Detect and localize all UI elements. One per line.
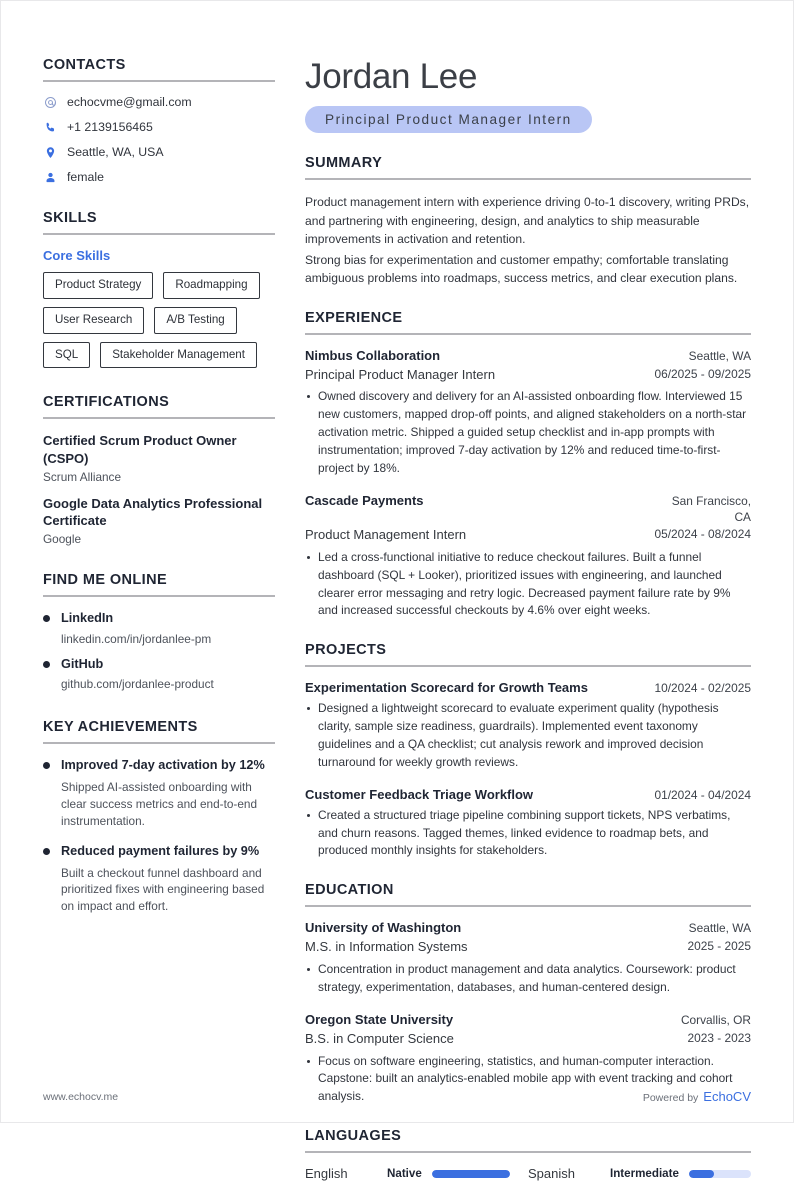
online-profile-url[interactable]: linkedin.com/in/jordanlee-pm <box>61 631 212 646</box>
achievement-title: Improved 7-day activation by 12% <box>61 758 265 773</box>
experience-role: Principal Product Manager Intern <box>305 366 496 382</box>
brand-name: EchoCV <box>703 1089 751 1104</box>
achievement-description: Built a checkout funnel dashboard and prioritized fixes with engineering based on impact and effort. <box>61 865 265 914</box>
summary-paragraph: Strong bias for experimentation and customer empathy; comfortable translating ambiguous problems into roadmaps, success metrics, and clear execution plans. <box>305 252 738 286</box>
achievement-item <box>43 757 275 829</box>
language-proficiency-bar <box>689 1170 751 1178</box>
education-entry <box>305 920 751 997</box>
certifications-heading: CERTIFICATIONS <box>43 394 170 411</box>
main-column <box>299 57 751 1181</box>
online-profile-label: GitHub <box>61 657 104 672</box>
certification-name: Certified Scrum Product Owner (CSPO) <box>43 433 237 466</box>
online-profile-item[interactable] <box>43 610 275 647</box>
education-entry-subheader <box>305 1031 751 1048</box>
project-entry-header <box>305 787 751 802</box>
certification-org: Scrum Alliance <box>43 469 122 484</box>
project-name: Customer Feedback Triage Workflow <box>305 786 534 802</box>
project-name: Experimentation Scorecard for Growth Teams <box>305 680 588 696</box>
language-proficiency-fill <box>432 1170 510 1178</box>
find-me-online-heading: FIND ME ONLINE <box>43 572 168 589</box>
experience-list <box>305 348 751 621</box>
contact-value: +1 2139156465 <box>67 120 153 134</box>
project-dates: 01/2024 - 04/2024 <box>654 787 751 802</box>
language-item <box>305 1166 528 1181</box>
language-proficiency-fill <box>689 1170 714 1178</box>
two-column-layout <box>1 1 793 1181</box>
projects-list <box>305 680 751 860</box>
education-location: Corvallis, OR <box>680 1012 751 1027</box>
experience-location: San Francisco, CA <box>671 493 751 524</box>
achievement-body <box>61 757 275 829</box>
education-school: Oregon State University <box>305 1011 454 1027</box>
footer-site-url: www.echocv.me <box>43 1090 119 1103</box>
online-profile-body <box>61 610 275 647</box>
section-divider <box>43 742 275 744</box>
contact-value: echocvme@gmail.com <box>67 95 192 109</box>
languages-list <box>305 1166 751 1181</box>
experience-dates: 05/2024 - 08/2024 <box>654 526 751 541</box>
experience-org: Nimbus Collaboration <box>305 347 441 363</box>
skill-tag[interactable]: A/B Testing <box>154 307 236 334</box>
achievement-title: Reduced payment failures by 9% <box>61 843 260 858</box>
education-point: Concentration in product management and data analytics. Coursework: product strategy, experimentation, databases, and human-centered design. <box>305 961 751 997</box>
achievement-body <box>61 843 275 915</box>
online-profile-url[interactable]: github.com/jordanlee-product <box>61 677 214 692</box>
section-divider <box>305 665 751 667</box>
language-item <box>528 1166 751 1181</box>
key-achievements-section <box>43 719 275 915</box>
bullet-dot <box>43 615 50 622</box>
bullet-dot <box>43 848 50 855</box>
experience-entry-header <box>305 348 751 365</box>
language-level: Native <box>387 1167 422 1181</box>
experience-entry-header <box>305 493 751 525</box>
language-name: English <box>305 1166 348 1181</box>
contact-item <box>43 95 275 109</box>
education-dates: 2025 - 2025 <box>687 939 751 954</box>
education-location: Seattle, WA <box>688 921 751 936</box>
education-section <box>305 882 751 1106</box>
projects-heading: PROJECTS <box>305 642 387 659</box>
language-name: Spanish <box>528 1166 575 1181</box>
section-divider <box>305 1151 751 1153</box>
key-achievements-heading: KEY ACHIEVEMENTS <box>43 719 198 736</box>
powered-by-label: Powered by <box>642 1092 699 1104</box>
education-entry-header <box>305 920 751 937</box>
education-point: Focus on software engineering, statistics, and human-computer interaction. Capstone: built an analytics-enabled mobile app with event tracking and cohort analysis. <box>305 1053 751 1107</box>
person-icon <box>43 171 57 184</box>
certification-name: Google Data Analytics Professional Certificate <box>43 495 263 529</box>
education-entry-header <box>305 1012 751 1029</box>
skill-tag[interactable]: SQL <box>43 342 90 369</box>
section-divider <box>43 80 275 82</box>
education-points <box>305 961 751 997</box>
experience-points <box>305 549 751 620</box>
project-entry-header <box>305 680 751 695</box>
contact-item <box>43 120 275 134</box>
skill-tag[interactable]: Stakeholder Management <box>100 342 257 369</box>
at-icon <box>43 96 57 109</box>
section-divider <box>305 178 751 180</box>
candidate-name: Jordan Lee <box>305 57 478 96</box>
skills-section <box>43 210 275 368</box>
certification-item <box>43 495 275 547</box>
languages-section <box>305 1128 751 1181</box>
education-degree: B.S. in Computer Science <box>305 1030 454 1046</box>
contacts-list <box>43 95 275 184</box>
skills-group-label: Core Skills <box>43 248 111 263</box>
certification-item <box>43 432 275 484</box>
summary-paragraph: Product management intern with experience driving 0-to-1 discovery, writing PRDs, and partnering with engineering, design, and analytics to ship measurable improvements in activation and retention. <box>305 195 750 247</box>
project-dates: 10/2024 - 02/2025 <box>654 681 751 696</box>
sidebar <box>43 57 299 941</box>
section-divider <box>43 417 275 419</box>
skill-tag[interactable]: Roadmapping <box>163 272 259 299</box>
experience-point: Owned discovery and delivery for an AI-assisted onboarding flow. Interviewed 15 new customers, mapped drop-off points, and aligned stakeholders on a north-star activation metric. Shipped a guided setup checklist and in-app prompts with instrumentation; improved 7-day activation by 12% and reduced time-to-first-project by 18%. <box>305 388 751 477</box>
certifications-list <box>43 432 275 546</box>
skill-tag-list <box>43 272 275 368</box>
experience-point: Led a cross-functional initiative to reduce checkout failures. Built a funnel dashboard (SQL + Looker), prioritized issues with engineering, and launched clearer error messaging and retry logic. Decreased payment failure rate by 9% and increased successful checkouts by 4.6% over eight weeks. <box>305 549 751 620</box>
find-me-online-section <box>43 572 275 693</box>
online-profile-item[interactable] <box>43 656 275 693</box>
bullet-dot <box>43 762 50 769</box>
online-profiles-list <box>43 610 275 693</box>
contact-item <box>43 170 275 184</box>
language-level: Intermediate <box>610 1167 679 1181</box>
education-dates: 2023 - 2023 <box>687 1030 751 1045</box>
section-divider <box>305 333 751 335</box>
online-profile-label: LinkedIn <box>61 611 114 626</box>
experience-entry-subheader <box>305 367 751 384</box>
skills-heading: SKILLS <box>43 210 97 226</box>
experience-section <box>305 310 751 621</box>
bullet-dot <box>43 661 50 668</box>
summary-heading: SUMMARY <box>305 155 383 172</box>
certification-org: Google <box>43 532 82 547</box>
language-proficiency-bar <box>432 1170 510 1178</box>
project-point: Created a structured triage pipeline combining support tickets, NPS verbatims, and churn reasons. Tagged themes, linked evidence to roadmap bets, and produced monthly insights for stakeholders. <box>305 807 751 861</box>
experience-entry <box>305 493 751 620</box>
experience-location: Seattle, WA <box>688 348 751 363</box>
experience-points <box>305 388 751 477</box>
powered-by <box>643 1089 751 1104</box>
section-divider <box>305 905 751 907</box>
contact-item <box>43 145 275 159</box>
experience-dates: 06/2025 - 09/2025 <box>654 366 751 381</box>
location-pin-icon <box>43 146 57 159</box>
education-heading: EDUCATION <box>305 882 394 899</box>
projects-section <box>305 642 751 860</box>
education-degree: M.S. in Information Systems <box>305 939 468 955</box>
achievements-list <box>43 757 275 915</box>
contacts-heading: CONTACTS <box>43 57 126 73</box>
education-school: University of Washington <box>305 920 462 936</box>
experience-org: Cascade Payments <box>305 492 424 508</box>
skill-tag[interactable]: User Research <box>43 307 144 334</box>
education-entry-subheader <box>305 939 751 956</box>
online-profile-body <box>61 656 275 693</box>
skill-tag[interactable]: Product Strategy <box>43 272 153 299</box>
page-footer <box>43 1089 751 1104</box>
project-entry <box>305 680 751 771</box>
project-point: Designed a lightweight scorecard to evaluate experiment quality (hypothesis clarity, sample size readiness, guardrails). Implemented event taxonomy guidelines and a QA checklist; cut analysis rework and improved decision turnaround for weekly growth reviews. <box>305 700 751 771</box>
achievement-description: Shipped AI-assisted onboarding with clear success metrics and end-to-end instrumentation. <box>61 780 258 828</box>
experience-heading: EXPERIENCE <box>305 309 403 326</box>
phone-icon <box>43 121 57 134</box>
project-points <box>305 807 751 861</box>
certifications-section <box>43 394 275 546</box>
experience-entry <box>305 348 751 478</box>
experience-role: Product Management Intern <box>305 526 467 542</box>
languages-heading: LANGUAGES <box>305 1128 402 1145</box>
education-list <box>305 920 751 1106</box>
contact-value: female <box>67 170 104 184</box>
summary-section <box>305 155 751 288</box>
summary-text <box>305 193 751 288</box>
job-title-badge: Principal Product Manager Intern <box>305 106 592 133</box>
section-divider <box>43 233 275 235</box>
section-divider <box>43 595 275 597</box>
contact-value: Seattle, WA, USA <box>67 145 164 159</box>
project-points <box>305 700 751 771</box>
project-entry <box>305 787 751 861</box>
experience-entry-subheader <box>305 527 751 544</box>
contacts-section <box>43 57 275 184</box>
achievement-item <box>43 843 275 915</box>
